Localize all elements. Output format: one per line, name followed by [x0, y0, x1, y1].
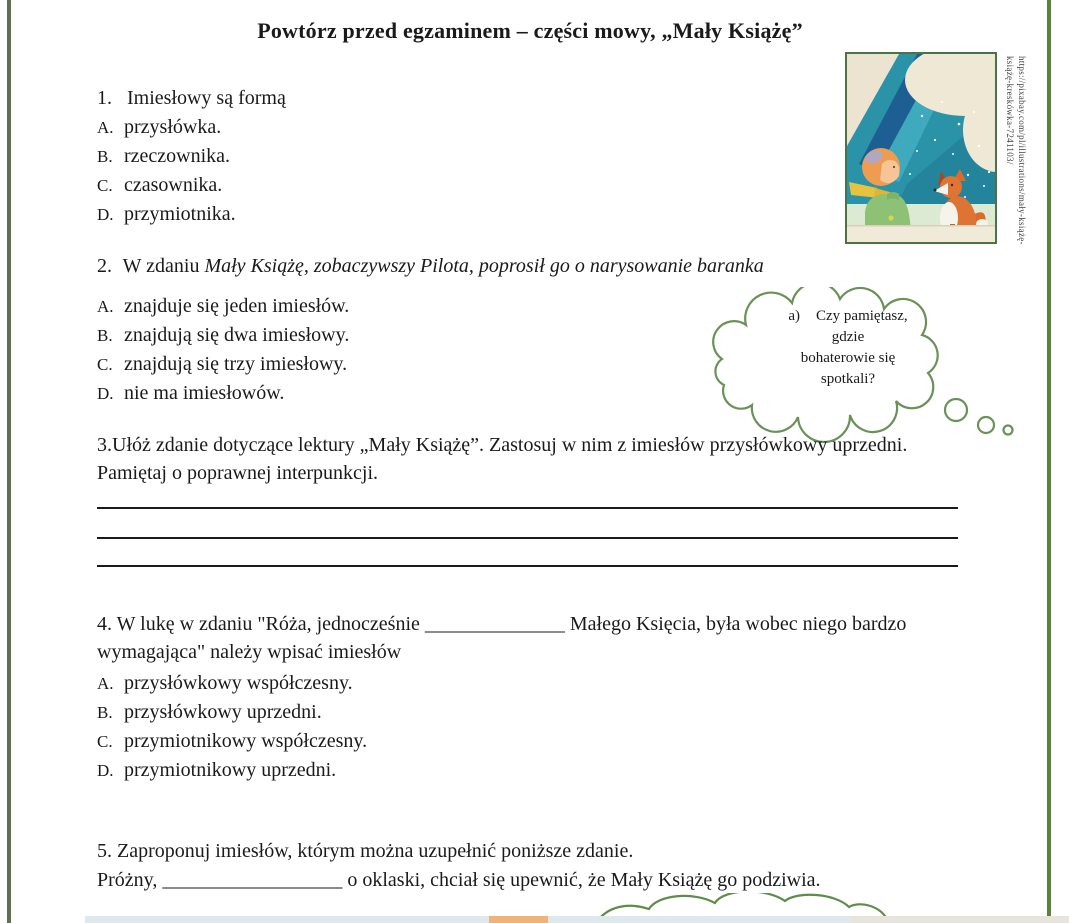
question-1-options — [97, 113, 797, 229]
page-title: Powtórz przed egzaminem – części mowy, „Mały Książę” — [257, 18, 803, 43]
bottom-strip-blue — [85, 916, 489, 923]
question-5-line1: 5. Zaproponuj imiesłów, którym można uzupełnić poniższe zdanie. — [97, 840, 634, 862]
question-quoted-sentence: Mały Książę, zobaczywszy Pilota, poprosił go o narysowanie baranka — [204, 255, 764, 277]
option-letter: D. — [97, 205, 114, 224]
option-row — [97, 200, 797, 229]
question-5 — [97, 837, 997, 895]
page-border-left — [7, 0, 11, 923]
bubble-line-1: a) Czy pamiętasz, — [752, 306, 944, 327]
option-letter: A. — [97, 118, 114, 137]
little-prince-fox-illustration — [847, 54, 995, 242]
bubble-line-2: gdzie — [831, 329, 865, 345]
question-3 — [97, 431, 959, 487]
bottom-strip-beige — [850, 916, 1069, 923]
option-letter: C. — [97, 176, 113, 195]
question-text: Imiesłowy są formą — [127, 87, 286, 109]
bottom-strip-orange — [489, 916, 548, 923]
option-row — [97, 113, 797, 142]
option-text: przymiotnikowy uprzedni. — [124, 759, 337, 781]
option-row — [97, 669, 977, 698]
option-letter: A. — [97, 297, 114, 316]
option-text: znajdują się trzy imiesłowy. — [124, 353, 348, 375]
bubble-label: a) — [788, 308, 800, 324]
option-letter: B. — [97, 326, 113, 345]
bubble-line-3: bohaterowie się — [800, 350, 896, 366]
option-text: przysłówka. — [124, 116, 222, 138]
illustration-frame — [845, 52, 997, 244]
option-text: przysłówkowy współczesny. — [124, 672, 353, 694]
image-credit-line2: książę-kreskówka-7241103/ — [1005, 56, 1015, 165]
question-4-text: 4. W lukę w zdaniu "Róża, jednocześnie ______________ Małego Księcia, była wobec niego bardzo wymagająca" należy wpisać imiesłów — [97, 613, 907, 663]
page-border-right — [1047, 0, 1051, 916]
question-text: W zdaniu — [122, 255, 200, 277]
option-text: znajduje się jeden imiesłów. — [124, 295, 350, 317]
question-1-text — [97, 84, 797, 113]
bubble-line-4: spotkali? — [820, 371, 876, 387]
image-credit-line1: https://pixabay.com/pl/illustrations/mały-książę- — [1017, 56, 1027, 245]
option-text: przymiotnika. — [124, 203, 236, 225]
option-letter: B. — [97, 147, 113, 166]
answer-line-3 — [97, 565, 958, 567]
question-4 — [97, 610, 977, 785]
option-row — [97, 756, 977, 785]
option-letter: C. — [97, 355, 113, 374]
option-letter: C. — [97, 732, 113, 751]
option-text: rzeczownika. — [124, 145, 231, 167]
question-1 — [97, 84, 797, 229]
option-text: przymiotnikowy współczesny. — [124, 730, 368, 752]
thought-bubble-text — [752, 306, 944, 390]
question-2-text — [97, 252, 997, 281]
option-text: przysłówkowy uprzedni. — [124, 701, 322, 723]
question-4-options — [97, 669, 977, 785]
option-row — [97, 142, 797, 171]
question-number: 1. — [97, 87, 112, 109]
question-text: 3.Ułóż zdanie dotyczące lektury „Mały Książę”. Zastosuj w nim z imiesłów przysłówkowy uprzedni. Pamiętaj o poprawnej interpunkcji. — [97, 434, 908, 484]
option-row — [97, 698, 977, 727]
option-text: nie ma imiesłowów. — [124, 382, 285, 404]
answer-line-2 — [97, 537, 958, 539]
option-text: znajdują się dwa imiesłowy. — [124, 324, 350, 346]
question-5-line2: Próżny, __________________ o oklaski, chciał się upewnić, że Mały Książę go podziwia. — [97, 869, 821, 891]
option-text: czasownika. — [124, 174, 223, 196]
option-letter: B. — [97, 703, 113, 722]
image-credit-url — [1004, 56, 1028, 256]
answer-line-1 — [97, 507, 958, 509]
bottom-strip-blue — [548, 916, 850, 923]
bubble-trail-circle — [978, 417, 994, 433]
option-letter: A. — [97, 674, 114, 693]
option-row — [97, 727, 977, 756]
option-letter: D. — [97, 384, 114, 403]
bubble-trail-circle — [1004, 426, 1013, 435]
question-number: 2. — [97, 255, 112, 277]
option-letter: D. — [97, 761, 114, 780]
option-row — [97, 171, 797, 200]
bubble-trail-circle — [945, 399, 967, 421]
